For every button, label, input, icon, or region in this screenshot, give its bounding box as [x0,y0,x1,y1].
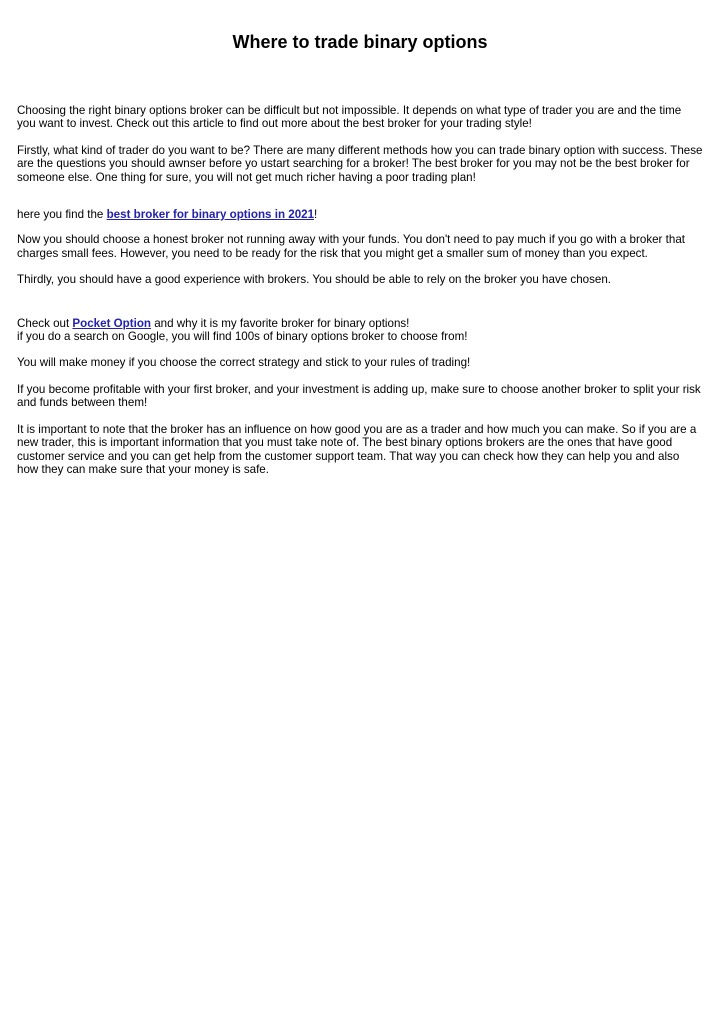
document-body [17,104,703,476]
paragraph-best-broker [17,208,703,221]
paragraph-trader-type: Firstly, what kind of trader do you want to be? There are many different methods how you can trade binary option with success. These are the questions you should awnser before yo ustart searching for a broker! The best broker for you may not be the best broker for someone else. One thing for sure, you will not get much richer having a poor trading plan! [17,143,703,184]
paragraph-experience: Thirdly, you should have a good experience with brokers. You should be able to rely on the broker you have chosen. [17,273,612,287]
best-broker-text-before: here you find the [17,208,107,222]
paragraph-pocket-option [17,317,703,344]
paragraph-strategy: You will make money if you choose the correct strategy and stick to your rules of trading! [17,356,471,370]
google-search-text: if you do a search on Google, you will find 100s of binary options broker to choose from! [17,330,468,344]
pocket-option-text-before: Check out [17,316,73,330]
paragraph-customer-service: It is important to note that the broker has an influence on how good you are as a trader and how much you can make. So if you are a new trader, this is important information that you must take note of. The best binary options brokers are the ones that have good customer service and you can get help from the customer support team. That way you can check how they can help you and also how they can make sure that your money is safe. [17,422,697,476]
paragraph-honest-broker: Now you should choose a honest broker not running away with your funds. You don't need to pay much if you go with a broker that charges small fees. However, you need to be ready for the risk that you might get a smaller sum of money than you expect. [17,233,685,260]
pocket-option-link[interactable]: Pocket Option [72,316,152,330]
pocket-option-text-after: and why it is my favorite broker for binary options! [151,316,410,330]
best-broker-text-after: ! [314,208,318,222]
paragraph-intro: Choosing the right binary options broker can be difficult but not impossible. It depends on what type of trader you are and the time you want to invest. Check out this article to find out more about the best broker for your trading style! [17,104,682,131]
best-broker-link[interactable]: best broker for binary options in 2021 [106,208,315,222]
paragraph-split-risk: If you become profitable with your first broker, and your investment is adding up, make sure to choose another broker to split your risk and funds between them! [17,382,701,410]
document-title: Where to trade binary options [232,32,488,52]
